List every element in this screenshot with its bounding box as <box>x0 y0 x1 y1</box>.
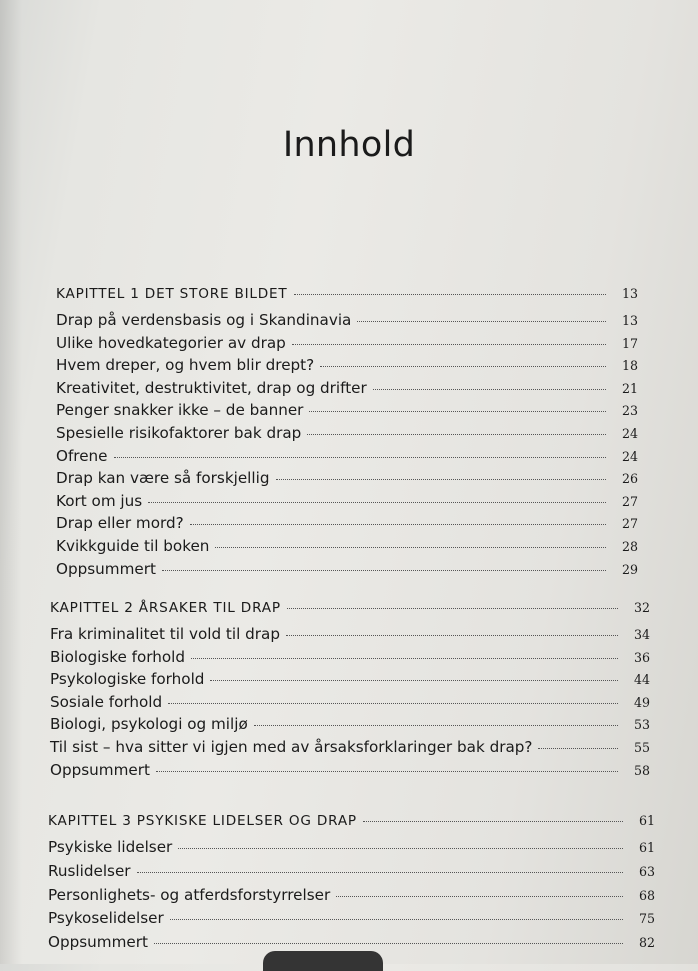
dot-leader <box>170 919 623 920</box>
toc-entry-page-number: 28 <box>621 539 638 554</box>
chapter-heading <box>50 600 650 622</box>
page-title: Innhold <box>282 125 416 166</box>
toc-entry-page-number: 18 <box>621 358 638 374</box>
toc-entry-page-number: 36 <box>633 649 650 665</box>
toc-entry <box>50 625 650 647</box>
toc-entry <box>56 492 638 514</box>
toc-entry-page-number: 23 <box>621 403 638 419</box>
dot-leader <box>373 389 606 390</box>
toc-entry-page-number: 49 <box>633 694 650 710</box>
toc-entry-page-number: 21 <box>621 380 638 396</box>
dot-leader <box>307 434 606 435</box>
toc-entry <box>56 379 638 401</box>
dot-leader <box>114 457 606 458</box>
toc-entry-label: Ofrene <box>56 446 108 465</box>
dot-leader <box>286 635 618 636</box>
dot-leader <box>254 725 618 726</box>
chapter-heading-page-number: 32 <box>633 600 650 615</box>
dot-leader <box>190 524 606 525</box>
toc-entry <box>56 401 638 423</box>
toc-entry-label: Kreativitet, destruktivitet, drap og drifter <box>56 378 367 397</box>
dot-leader <box>287 608 618 609</box>
dot-leader <box>156 771 618 772</box>
dot-leader <box>276 479 607 480</box>
toc-entry <box>48 909 655 931</box>
toc-entry-page-number: 24 <box>621 426 638 441</box>
toc-entry-page-number: 53 <box>633 717 650 733</box>
toc-entry <box>56 447 638 469</box>
toc-entry <box>56 469 638 491</box>
toc-entry-page-number: 27 <box>621 516 638 532</box>
toc-entry-label: Sosiale forhold <box>50 692 163 711</box>
toc-entry <box>50 715 650 737</box>
toc-entry-label: Biologi, psykologi og miljø <box>50 715 248 734</box>
toc-entry-label: Drap kan være så forskjellig <box>56 469 270 488</box>
dot-leader <box>154 943 623 944</box>
toc-entry-label: Personlighets- og atferdsforstyrrelser <box>48 885 331 904</box>
toc-entry <box>48 862 655 884</box>
toc-entry-label: Psykologiske forhold <box>50 670 205 689</box>
dot-leader <box>137 872 623 873</box>
toc-entry-page-number: 61 <box>638 840 655 855</box>
chapter-heading-label: KAPITTEL 1 DET STORE BILDET <box>56 286 288 302</box>
toc-entry-label: Ulike hovedkategorier av drap <box>56 333 286 352</box>
toc-entry-page-number: 68 <box>638 887 655 903</box>
toc-entry-label: Oppsummert <box>50 760 150 779</box>
toc-entry-label: Spesielle risikofaktorer bak drap <box>56 424 302 442</box>
toc-entry-label: Biologiske forhold <box>50 647 186 666</box>
toc-entry <box>56 537 638 559</box>
chapter-heading-label: KAPITTEL 3 PSYKISKE LIDELSER OG DRAP <box>48 813 357 829</box>
toc-entry <box>50 670 650 692</box>
dot-leader <box>168 703 618 704</box>
dot-leader <box>309 411 606 412</box>
toc-entry-page-number: 63 <box>638 863 655 879</box>
toc-entry-label: Penger snakker ikke – de banner <box>56 401 304 420</box>
toc-entry <box>56 311 638 333</box>
toc-entry-page-number: 82 <box>638 935 655 951</box>
bottom-bar-handle[interactable] <box>263 951 383 971</box>
toc-entry-label: Drap på verdensbasis og i Skandinavia <box>56 311 352 329</box>
toc-entry-label: Kort om jus <box>56 491 143 510</box>
toc-entry <box>56 334 638 356</box>
toc-entry-label: Ruslidelser <box>48 861 131 880</box>
dot-leader <box>336 896 623 897</box>
toc-entry-label: Oppsummert <box>48 933 148 952</box>
chapter-heading-page-number: 61 <box>638 813 655 828</box>
chapter-heading-label: KAPITTEL 2 ÅRSAKER TIL DRAP <box>50 600 281 616</box>
toc-entry-label: Drap eller mord? <box>56 514 184 533</box>
dot-leader <box>363 821 623 822</box>
toc-entry-label: Til sist – hva sitter vi igjen med av årsaksforklaringer bak drap? <box>50 738 533 756</box>
toc-entry-page-number: 44 <box>633 672 650 688</box>
chapter-heading-page-number: 13 <box>621 286 638 301</box>
toc-entry-page-number: 13 <box>621 313 638 328</box>
toc-entry <box>50 648 650 670</box>
toc-entry <box>50 738 650 760</box>
toc-entry-page-number: 26 <box>621 471 638 487</box>
toc-entry-page-number: 27 <box>621 493 638 509</box>
toc-entry <box>48 886 655 908</box>
dot-leader <box>178 848 623 849</box>
toc-entry <box>48 838 655 860</box>
toc-entry-page-number: 29 <box>621 561 638 577</box>
toc-entry <box>56 560 638 582</box>
chapter-heading <box>48 813 655 835</box>
chapter-heading <box>56 286 638 308</box>
toc-entry <box>56 424 638 446</box>
toc-entry-page-number: 55 <box>633 740 650 755</box>
dot-leader <box>148 502 606 503</box>
dot-leader <box>294 294 606 295</box>
toc-entry-label: Oppsummert <box>56 559 156 578</box>
toc-entry-label: Psykoselidelser <box>48 909 164 928</box>
toc-entry-label: Kvikkguide til boken <box>56 537 210 555</box>
toc-entry <box>50 693 650 715</box>
dot-leader <box>357 321 606 322</box>
toc-entry <box>56 514 638 536</box>
toc-entry-page-number: 58 <box>633 762 650 778</box>
dot-leader <box>320 366 606 367</box>
toc-entry-label: Hvem dreper, og hvem blir drept? <box>56 356 315 375</box>
dot-leader <box>191 658 618 659</box>
dot-leader <box>292 344 606 345</box>
toc-entry-page-number: 75 <box>638 911 655 927</box>
toc-entry-label: Psykiske lidelser <box>48 838 173 856</box>
dot-leader <box>210 680 618 681</box>
toc-entry-page-number: 34 <box>633 627 650 642</box>
toc-entry-page-number: 24 <box>621 448 638 464</box>
toc-entry <box>56 356 638 378</box>
toc-entry <box>50 761 650 783</box>
dot-leader <box>162 570 606 571</box>
dot-leader <box>215 547 606 548</box>
toc-entry-label: Fra kriminalitet til vold til drap <box>50 625 280 643</box>
dot-leader <box>538 748 618 749</box>
toc-entry-page-number: 17 <box>621 335 638 351</box>
